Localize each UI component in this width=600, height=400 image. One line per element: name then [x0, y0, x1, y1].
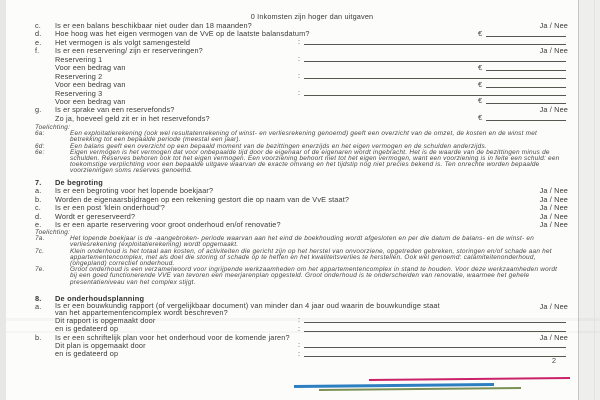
toelichting-item-6a [6, 131, 564, 143]
plan-datum-row [6, 350, 578, 358]
question-text: en is gedateerd op [55, 349, 119, 359]
yes-no-answer: Ja / Nee [539, 211, 568, 221]
question-text: Reservering 2 [55, 71, 103, 81]
euro-sign: € [478, 28, 483, 38]
toelichting-heading: Toelichting: [35, 124, 71, 131]
question-letter: d. [35, 29, 42, 39]
colon-sign: : [298, 87, 301, 97]
text-field [298, 325, 566, 332]
section-number: 7. [35, 178, 42, 187]
section-number: 8. [35, 294, 42, 303]
page-number: 2 [551, 356, 556, 365]
text-field [298, 342, 566, 349]
toelichting-item-7c [6, 249, 564, 268]
toelichting-text: Eigen vermogen is het vermogen dat voor onbepaalde tijd door de eigenaar of de eigenaren wordt ingebracht. Het is de waarde van de bezittingen minus de schulden. Reserves behoren ook tot het eigen vermogen. Een voorziening behoort niet tot het eigen vermogen, want een voorziening is in feite een schuld: een toekomstige verplichting voor een bepaalde uitgave waarvan de exacte omvang en het tijdstip nog niet precies bekend is. Ten onrechte worden bepaalde voorzieningen soms reserves genoemd. [70, 148, 560, 175]
yes-no-answer: Ja / Nee [539, 105, 568, 115]
toelichting-label: 7c. [35, 247, 45, 255]
toelichting-label: 6a: [35, 130, 45, 138]
amount-field [478, 64, 566, 71]
write-line [486, 87, 566, 88]
euro-sign: € [478, 113, 483, 123]
question-text: Is er een post 'klein onderhoud'? [55, 203, 165, 213]
yes-no-answer: Ja / Nee [539, 21, 568, 30]
yes-no-answer: Ja / Nee [539, 186, 568, 196]
colon-sign: : [298, 71, 301, 81]
question-letter: c. [35, 21, 41, 30]
question-text: Voor een bedrag van [55, 96, 126, 106]
text-field [298, 317, 566, 324]
question-text: en is gedateerd op [55, 324, 119, 334]
income-option-line: 0 Inkomsten zijn hoger dan uitgaven [250, 12, 374, 21]
question-text: Zo ja, hoeveel geld zit er in het reservefonds? [55, 113, 210, 123]
question-text: Worden de eigenaarsbijdragen op een rekening gestort die op naam van de VvE staat? [55, 194, 350, 204]
colon-sign: : [298, 37, 301, 47]
question-text: Is er een reservering/ zijn er reserveringen? [55, 46, 203, 56]
question-letter: a. [35, 186, 42, 196]
question-row-7e [6, 221, 578, 229]
yes-no-answer: Ja / Nee [539, 46, 568, 56]
euro-sign: € [478, 62, 483, 72]
write-line [486, 103, 566, 104]
toelichting-heading: Toelichting: [35, 229, 71, 236]
toelichting-label: 6e: [35, 148, 45, 156]
section-title: De onderhoudsplanning [55, 294, 145, 303]
colon-sign: : [298, 340, 301, 350]
euro-sign: € [478, 96, 483, 106]
write-line [304, 95, 566, 96]
section-title: De begroting [55, 178, 103, 187]
question-text: Reservering 1 [55, 54, 103, 64]
question-text: Het vermogen is als volgt samengesteld [55, 37, 191, 47]
text-field [298, 73, 566, 80]
question-letter: e. [35, 37, 42, 47]
yes-no-answer: Ja / Nee [539, 302, 568, 312]
toelichting-text: Groot onderhoud is een verzamelwoord voor ingrijpende werkzaamheden om het appartementencomplex in stand te houden. Voor deze werkzaamheden wordt bij een goed functionerende VVE van tevoren een meerjarenplan opgesteld. Groot onderhoud is te onderscheiden van renovatie, waarmee het gehele presentatieniveau van het complex stijgt. [70, 266, 558, 286]
question-text: Reservering 3 [55, 88, 103, 98]
reservefonds-amount-row [6, 115, 578, 123]
question-text: Voor een bedrag van [55, 63, 126, 73]
question-text: Dit plan is opgemaakt door [55, 340, 146, 350]
text-field [298, 350, 566, 357]
toelichting-7-block [6, 230, 564, 286]
toelichting-label: 7a. [35, 235, 45, 243]
question-letter: g. [35, 105, 42, 115]
pink-stripe [369, 377, 570, 381]
amount-field [478, 81, 566, 88]
question-letter: c. [35, 203, 41, 213]
colon-sign: : [298, 348, 301, 358]
document-page [6, 0, 579, 400]
question-text: Wordt er gereserveerd? [55, 211, 136, 221]
toelichting-6-block [6, 125, 564, 175]
question-letter: a. [35, 302, 42, 312]
toelichting-text: Een balans geeft een overzicht op een bepaald moment van de bezittingen enerzijds en het eigen vermogen en de schulden anderzijds. [70, 142, 487, 150]
write-line [304, 44, 566, 45]
question-letter: e. [35, 220, 42, 230]
amount-field [478, 30, 566, 37]
amount-field [478, 115, 566, 122]
colon-sign: : [298, 315, 301, 325]
section-7-begroting [6, 179, 578, 230]
question-text: Hoe hoog was het eigen vermogen van de VvE op de laatste balansdatum? [55, 29, 310, 39]
toelichting-text: Een exploitatierekening (ook wel resultatenrekening of winst- en verliesrekening genoemd) geeft een overzicht van de omzet, de kosten en de winst met betrekking tot een bepaalde periode (meestal een jaar). [70, 130, 538, 144]
section-8-onderhoudsplanning [6, 295, 578, 359]
yes-no-answer: Ja / Nee [539, 194, 568, 204]
question-text: Is er een aparte reservering voor groot onderhoud en/of renovatie? [55, 220, 281, 230]
write-line [486, 70, 566, 71]
colon-sign: : [298, 323, 301, 333]
toelichting-item-7a [6, 236, 564, 248]
write-line [304, 347, 566, 348]
toelichting-label: 6d: [35, 142, 45, 150]
toelichting-text: Klein onderhoud is het totaal aan kosten, of activiteiten die gericht zijn op het herstel van onvoorziene, opgetreden gebreken, storingen en/of schade aan het appartementencomplex, met als doel die storing of schade op te heffen en het kwaliteitsverlies te herstellen. Ook wel genoemd: calamiteitenonderhoud, (ongepland) correctief onderhoud. [70, 247, 552, 268]
question-text: Is er een schriftelijk plan voor het onderhoud voor de komende jaren? [55, 332, 290, 342]
write-line [304, 78, 566, 79]
question-letter: f. [35, 46, 40, 56]
question-row-8a [6, 303, 578, 316]
write-line [304, 331, 566, 332]
toelichting-text: Het lopende boekjaar is de -aangebroken- periode waarvan aan het eind de boekhouding wordt afgesloten en per die datum de balans- en de winst- en verliesrekening (exploitatierekening) wordt opgemaakt. [70, 235, 535, 249]
question-text: Is er een balans beschikbaar niet ouder dan 18 maanden? [55, 21, 252, 30]
euro-sign: € [478, 79, 483, 89]
yes-no-answer: Ja / Nee [539, 203, 568, 213]
question-letter: b. [35, 332, 42, 342]
question-letter: d. [35, 211, 42, 221]
finance-question-list [6, 22, 578, 123]
text-field [298, 39, 566, 46]
toelichting-item-6e [6, 150, 564, 175]
amount-field [478, 98, 566, 105]
question-text: Is er sprake van een reservefonds? [55, 105, 175, 115]
write-line [486, 36, 566, 37]
question-letter: b. [35, 194, 42, 204]
write-line [304, 356, 566, 357]
yes-no-answer: Ja / Nee [539, 220, 568, 230]
scan-right-edge [594, 0, 595, 400]
write-line [486, 120, 566, 121]
toelichting-item-7e [6, 267, 564, 286]
text-field [298, 56, 566, 63]
colon-sign: : [298, 54, 301, 64]
question-text: Voor een bedrag van [55, 80, 126, 90]
yes-no-answer: Ja / Nee [539, 332, 568, 342]
question-text: Is er een begroting voor het lopende boekjaar? [55, 186, 214, 196]
question-text: Is er een bouwkundig rapport (of vergelijkbaar document) van minder dan 4 jaar oud waarin de bouwkundige staat van het appartementencomplex wordt beschreven? [55, 301, 440, 318]
toelichting-label: 7e. [35, 266, 45, 274]
write-line [304, 322, 566, 323]
question-text: Dit rapport is opgemaakt door [55, 315, 156, 325]
write-line [304, 61, 566, 62]
text-field [298, 87, 566, 97]
